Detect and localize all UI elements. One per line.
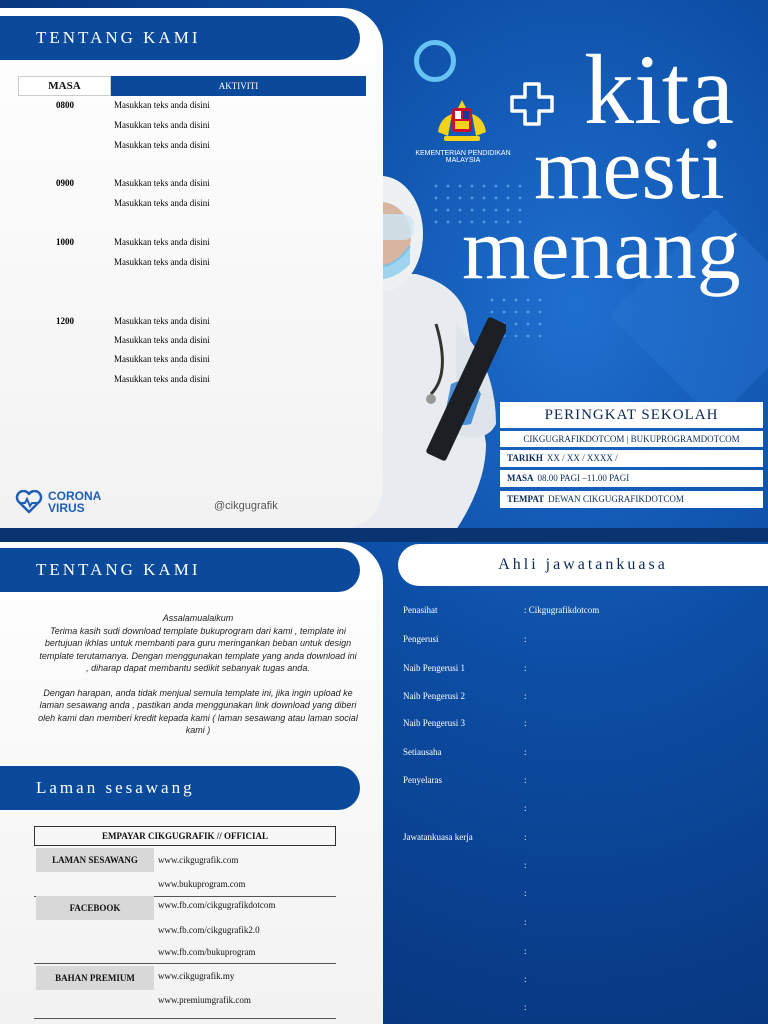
row-divider: [34, 1018, 336, 1019]
committee-role: Jawatankuasa kerja: [403, 832, 473, 842]
link-text[interactable]: www.premiumgrafik.com: [158, 995, 251, 1005]
date-label: TARIKH: [507, 453, 543, 463]
venue-label: TEMPAT: [507, 494, 545, 504]
about-paragraph-1: Terima kasih sudi download template bukuprogram dari kami , template ini bertujuan ikhlas untuk membanti para guru meringankan beban untuk design template terutamanya. Dengan menggunakan template yang anda download ini , diharap dapat membantu sedikit sebanyak tugas anda.: [39, 625, 357, 673]
committee-role: Naib Pengerusi 1: [403, 663, 465, 673]
logo-word-virus: VIRUS: [48, 501, 85, 515]
title-line-1: kita: [584, 40, 734, 145]
committee-name: :: [524, 691, 527, 701]
schedule-item: Masukkan teks anda disini: [114, 140, 210, 150]
about-text: [38, 612, 358, 737]
schedule-item: Masukkan teks anda disini: [114, 198, 210, 208]
time-label: MASA: [507, 473, 534, 483]
col-masa: MASA: [18, 76, 111, 96]
schedule-item: Masukkan teks anda disini: [114, 100, 210, 110]
date-row: [500, 450, 763, 467]
page-divider: [0, 528, 768, 542]
link-text[interactable]: www.fb.com/cikgugrafik2.0: [158, 925, 260, 935]
title-line-3: menang: [462, 201, 741, 298]
committee-role: Setiausaha: [403, 747, 442, 757]
date-value: XX / XX / XXXX /: [546, 453, 618, 463]
schedule-header: [18, 76, 366, 96]
row-label: FACEBOOK: [36, 896, 154, 920]
committee-name: :: [524, 974, 527, 984]
schedule-item: Masukkan teks anda disini: [114, 257, 210, 267]
table-title: EMPAYAR CIKGUGRAFIK // OFFICIAL: [34, 826, 336, 846]
schedule-item: Masukkan teks anda disini: [114, 335, 210, 345]
col-aktiviti: AKTIVITI: [111, 76, 366, 96]
committee-role: Naib Pengerusi 3: [403, 718, 465, 728]
link-text[interactable]: www.cikgugrafik.com: [158, 855, 239, 865]
committee-header: Ahli jawatankuasa: [398, 544, 768, 586]
link-text[interactable]: www.fb.com/cikgugrafikdotcom: [158, 900, 276, 910]
committee-name: :: [524, 917, 527, 927]
committee-name: :: [524, 946, 527, 956]
level-title: PERINGKAT SEKOLAH: [500, 402, 763, 428]
schedule-time: 0900: [56, 178, 74, 188]
committee-name: :: [524, 775, 527, 785]
website-table: [34, 826, 336, 1005]
row-divider: [34, 963, 336, 964]
schedule-item: Masukkan teks anda disini: [114, 120, 210, 130]
committee-name: : Cikgugrafikdotcom: [524, 605, 600, 615]
committee-name: :: [524, 803, 527, 813]
committee-role: Penyelaras: [403, 775, 442, 785]
schedule-item: Masukkan teks anda disini: [114, 237, 210, 247]
about-web-panel: [0, 542, 383, 1024]
committee-role: Penasihat: [403, 605, 438, 615]
committee-name: :: [524, 747, 527, 757]
schedule-item: Masukkan teks anda disini: [114, 374, 210, 384]
greeting: Assalamualaikum: [162, 613, 234, 623]
committee-role: Naib Pengerusi 2: [403, 691, 465, 701]
committee-name: :: [524, 634, 527, 644]
about-paragraph-2: Dengan harapan, anda tidak menjual semula template ini, jika ingin upload ke laman sesawang anda , pastikan anda menggunakan link download yang diberi oleh kami dan memberi kredit kepada kami ( laman sesawang atau laman social kami ): [38, 687, 358, 735]
logo-word-corona: CORONA: [48, 489, 102, 503]
time-row: [500, 470, 763, 487]
schedule-item: Masukkan teks anda disini: [114, 178, 210, 188]
committee-name: :: [524, 860, 527, 870]
about-schedule-panel: [0, 8, 383, 528]
venue-value: DEWAN CIKGUGRAFIKDOTCOM: [548, 494, 684, 504]
section-header-web: Laman sesawang: [0, 766, 360, 810]
schedule-item: Masukkan teks anda disini: [114, 316, 210, 326]
row-label: BAHAN PREMIUM: [36, 966, 154, 990]
section-header-about: TENTANG KAMI: [0, 548, 360, 592]
corona-virus-logo: [14, 490, 101, 514]
heart-pulse-icon: [14, 490, 44, 514]
venue-row: [500, 491, 763, 508]
row-label: LAMAN SESAWANG: [36, 848, 154, 872]
committee-name: :: [524, 1002, 527, 1012]
schedule-time: 1000: [56, 237, 74, 247]
link-text[interactable]: www.fb.com/bukuprogram: [158, 947, 256, 957]
ministry-name: KEMENTERIAN PENDIDIKAN MALAYSIA: [415, 150, 511, 164]
committee-name: :: [524, 663, 527, 673]
committee-name: :: [524, 832, 527, 842]
committee-name: :: [524, 888, 527, 898]
sites-line: CIKGUGRAFIKDOTCOM | BUKUPROGRAMDOTCOM: [500, 431, 763, 447]
social-handle: @cikgugrafik: [214, 500, 278, 512]
schedule-time: 0800: [56, 100, 74, 110]
schedule-time: 1200: [56, 316, 74, 326]
schedule-item: Masukkan teks anda disini: [114, 354, 210, 364]
link-text[interactable]: www.cikgugrafik.my: [158, 971, 235, 981]
time-value: 08.00 PAGI –11.00 PAGI: [537, 473, 630, 483]
title-line-2: mesti: [534, 121, 725, 218]
link-text[interactable]: www.bukuprogram.com: [158, 879, 246, 889]
committee-name: :: [524, 718, 527, 728]
committee-role: Pengerusi: [403, 634, 439, 644]
section-header-about: TENTANG KAMI: [0, 16, 360, 60]
